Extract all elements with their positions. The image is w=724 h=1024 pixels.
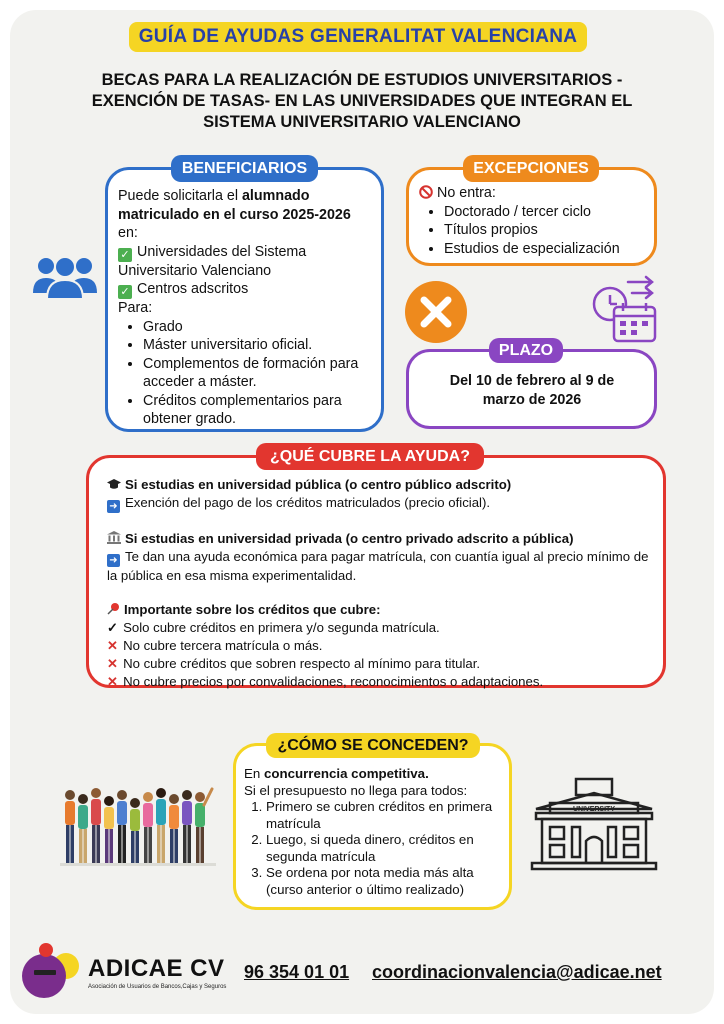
check-icon: ✓ (118, 248, 132, 262)
no-cubre-text: No cubre tercera matrícula o más. (123, 637, 323, 653)
no-cubre-text: No cubre precios por convalidaciones, reconocimientos o adaptaciones. (123, 673, 544, 689)
cubre-box (86, 455, 666, 688)
excepciones-list (419, 203, 655, 259)
excepciones-label: EXCEPCIONES (463, 155, 599, 182)
close-circle-icon (405, 281, 467, 343)
importante-title: Importante sobre los créditos que cubre: (124, 602, 381, 618)
arrow-right-icon: ➜ (107, 554, 120, 567)
arrow-right-icon: ➜ (107, 500, 120, 513)
people-icon (32, 253, 98, 301)
bank-icon (107, 531, 121, 544)
publica-text: Exención del pago de los créditos matriculados (precio oficial). (125, 494, 491, 510)
intro-text: Puede solicitarla el (118, 188, 242, 204)
cross-icon: ✕ (107, 673, 119, 689)
excepciones-content (419, 184, 655, 258)
concede-steps (244, 799, 506, 898)
importante-title-row (107, 601, 655, 619)
title-line: EXENCIÓN DE TASAS- EN LAS UNIVERSIDADES QUE INTEGRAN EL (91, 92, 633, 110)
checkmark-icon: ✓ (107, 620, 119, 636)
no-cubre-row (107, 673, 655, 691)
list-item: • Títulos propios (444, 221, 655, 240)
step-item: 1. Primero se cubren créditos en primera matrícula (266, 799, 506, 832)
concede-line2: Si el presupuesto no llega para todos: (244, 782, 468, 798)
concede-line1-prefix: En (244, 766, 264, 781)
publica-text-row (107, 494, 655, 513)
calendar-clock-icon (590, 274, 660, 344)
list-item: • Créditos complementarios para obtener grado. (143, 392, 376, 429)
beneficiarios-content (118, 187, 376, 429)
title-line: SISTEMA UNIVERSITARIO VALENCIANO (203, 113, 521, 131)
logo-subtitle: Asociación de Usuarios de Bancos,Cajas y Seguros (88, 984, 227, 990)
privada-text-row (107, 548, 655, 585)
university-building-icon (528, 775, 660, 871)
concede-content (244, 766, 506, 898)
title-line: BECAS PARA LA REALIZACIÓN DE ESTUDIOS UNIVERSITARIOS - (101, 71, 623, 89)
graduation-cap-icon (107, 478, 121, 490)
cubre-si-text: Solo cubre créditos en primera y/o segunda matrícula. (123, 620, 440, 636)
no-cubre-text: No cubre créditos que sobren respecto al mínimo para titular. (123, 655, 481, 671)
beneficiarios-label: BENEFICIARIOS (171, 155, 318, 182)
publica-title-row (107, 476, 655, 494)
cubre-content (107, 476, 655, 690)
option-text: Centros adscritos (137, 281, 249, 297)
cross-icon: ✕ (107, 655, 119, 671)
plazo-label: PLAZO (489, 338, 563, 363)
university-label: UNIVERSITY (572, 806, 616, 813)
phone-link[interactable]: 96 354 01 01 (244, 962, 350, 982)
option-item (118, 243, 376, 281)
concede-box (233, 743, 512, 910)
privada-title-row (107, 530, 655, 548)
step-item: 3. Se ordena por nota media más alta (curso anterior o último realizado) (266, 865, 506, 898)
list-item: • Máster universitario oficial. (143, 336, 376, 355)
publica-title: Si estudias en universidad pública (o centro público adscrito) (125, 477, 512, 492)
no-cubre-row (107, 637, 655, 655)
no-entra-row (419, 184, 655, 203)
prohibited-icon (419, 185, 433, 199)
concede-line1 (244, 766, 506, 783)
logo-name: ADICAE CV (88, 955, 225, 982)
cross-icon: ✕ (107, 637, 119, 653)
cubre-si-row (107, 619, 655, 637)
list-item: • Estudios de especialización (444, 240, 655, 259)
pushpin-icon (107, 602, 120, 615)
guide-banner: GUÍA DE AYUDAS GENERALITAT VALENCIANA (129, 22, 587, 52)
en-label: en: (118, 225, 138, 241)
no-cubre-row (107, 655, 655, 673)
list-item: • Doctorado / tercer ciclo (444, 203, 655, 222)
cubre-label: ¿QUÉ CUBRE LA AYUDA? (256, 443, 484, 470)
concede-line1-bold: concurrencia competitiva. (263, 766, 429, 781)
no-entra-label: No entra: (437, 185, 496, 201)
para-label: Para: (118, 300, 153, 316)
page-title (70, 70, 654, 133)
privada-text: Te dan una ayuda económica para pagar matrícula, con cuantía igual al precio mínimo de la pública en esa misma experimentalidad. (107, 548, 649, 583)
beneficiarios-list (118, 318, 376, 429)
check-icon: ✓ (118, 285, 132, 299)
beneficiarios-box (105, 167, 384, 432)
option-item (118, 280, 376, 299)
option-text: Universidades del Sistema Universitario Valenciano (118, 243, 307, 279)
students-group-illustration (60, 783, 216, 869)
intro-bold-text: alumnado matriculado en el curso 2025-2026 (118, 188, 351, 223)
list-item: • Complementos de formación para acceder a máster. (143, 355, 376, 392)
privada-title: Si estudias en universidad privada (o centro privado adscrito a pública) (125, 530, 574, 546)
adicae-logo-icon (22, 942, 86, 1004)
concede-label: ¿CÓMO SE CONCEDEN? (266, 733, 480, 758)
beneficiarios-intro (118, 187, 376, 224)
email-link[interactable]: coordinacionvalencia@adicae.net (372, 962, 662, 982)
list-item: • Grado (143, 318, 376, 337)
step-item: 2. Luego, si queda dinero, créditos en segunda matrícula (266, 832, 506, 865)
plazo-text: Del 10 de febrero al 9 de marzo de 2026 (449, 373, 615, 408)
